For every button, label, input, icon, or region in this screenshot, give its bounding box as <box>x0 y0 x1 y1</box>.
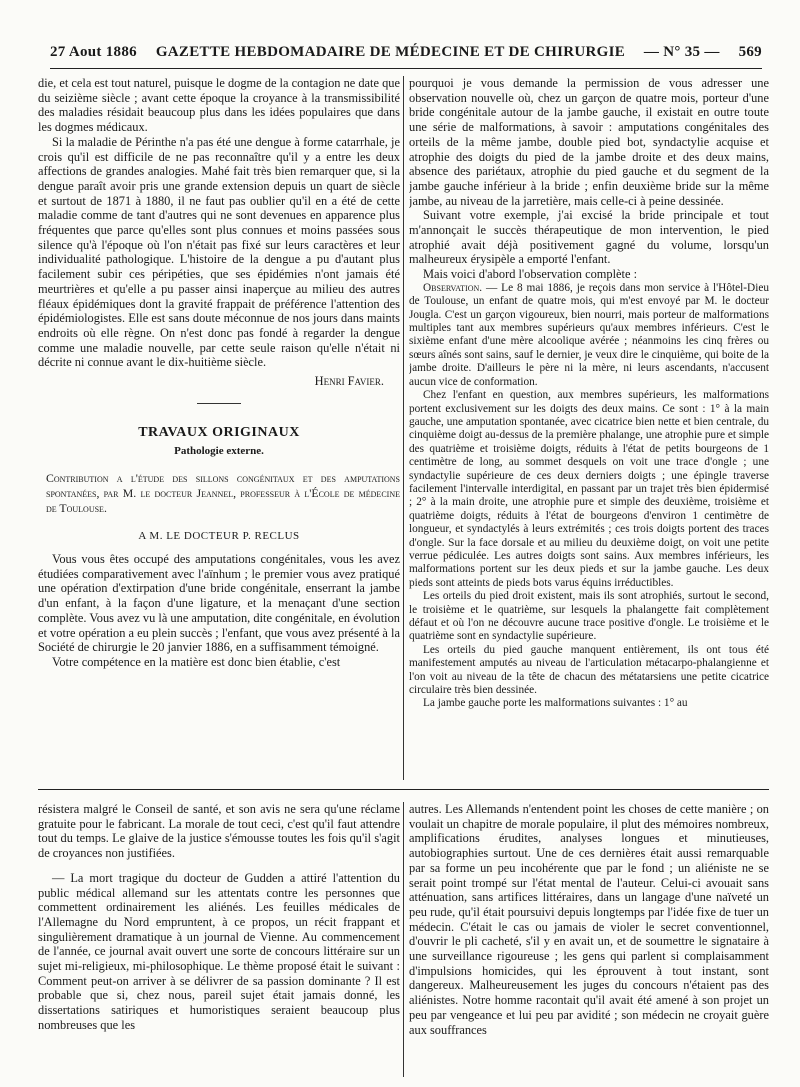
observation-block <box>409 282 769 711</box>
page-section-rule <box>38 789 769 790</box>
paragraph: Si la maladie de Périnthe n'a pas été une dengue à forme catarrhale, je crois qu'il est difficile de ne pas reconnaître qu'il y a entre les deux affections de grandes analogies. Mahé fait très bien remarquer que, si la dengue paraît avoir pris une grande extension depuis un quart de siècle et surtout de 1871 à 1880, il ne faut pas oublier qu'il en a été de cette maladie comme de tant d'autres qui ne sont devenues en apparence plus fréquentes que parce qu'elles sont plus connues et moins passées sous silence qu'à l'époque où l'on n'était pas fixé sur leurs caractères et leur individualité pathologique. L'histoire de la dengue a pu d'autant plus facilement subir ces péripéties, que ses épidémies n'ont jamais été meurtrières et qu'elle a pu passer ainsi inaperçue au milieu des autres fléaux épidémiques dont la gravité frappait de préférence l'attention des épidémiologistes. Elle est sans doute méconnue de nos jours dans maints endroits où elle règne. On n'est donc pas fondé à regarder la dengue comme une maladie nouvelle, par cette seule raison qu'elle n'était ni décrite ni connue avant le dix-huitième siècle. <box>38 134 400 370</box>
section-title: TRAVAUX ORIGINAUX <box>138 424 300 440</box>
column-divider <box>403 76 404 780</box>
article-title: Contribution a l'étude des sillons congénitaux et des amputations spontanées, par M. le docteur Jeannel, professeur à l'École de médecine de Toulouse. <box>46 471 400 515</box>
section-divider <box>197 403 241 404</box>
dedication: A M. LE DOCTEUR P. RECLUS <box>138 530 300 543</box>
observation-text: — Le 8 mai 1886, je reçois dans mon service à l'Hôtel-Dieu de Toulouse, un enfant de quatre mois, qui m'est envoyé par M. le docteur Jougla. C'est un garçon vigoureux, bien nourri, mais porteur de malformations multiples tant aux membres supérieurs qu'aux membres inférieurs. C'est le sixième enfant d'une mère alcoolique avérée ; néanmoins les cinq frères ou sœurs aînés sont sains, sauf le dernier, je veux dire le cinquième, qui boite de la jambe droite. D'ailleurs le père ni la mère, ni leurs ascendants, n'accusent aucun vice de conformation. <box>409 281 769 388</box>
header-rule <box>50 68 762 69</box>
observation-label: Observation. <box>423 281 483 294</box>
column-bottom-left <box>38 802 400 1077</box>
header-page-number: 569 <box>738 44 762 60</box>
paragraph: die, et cela est tout naturel, puisque le dogme de la contagion ne date que du seizième siècle ; avant cette époque la croyance à la transmissibilité des maladies résidait beaucoup plus dans les idées populaires que dans les dogmes médicaux. <box>38 76 400 135</box>
paragraph: Les orteils du pied droit existent, mais ils sont atrophiés, surtout le second, le troisième et le quatrième, sur lesquels la phalangette fait complètement défaut et où l'on ne découvre aucune trace positive d'ongle. Le troisième et le quatrième sont en syndactylie supérieure. <box>409 590 769 643</box>
subsection-title: Pathologie externe. <box>174 445 264 458</box>
paragraph: La jambe gauche porte les malformations suivantes : 1° au <box>423 697 688 710</box>
news-item: — La mort tragique du docteur de Gudden a attiré l'attention du public médical allemand sur les attentats contre les personnes que commettent ordinairement les aliénés. Les feuilles médicales de l'Allemagne du Nord empruntent, à ce propos, un récit frappant et singulièrement dramatique à un journal de Vienne. Au commencement de l'année, ce journal avait ouvert une sorte de concours littéraire sur un sujet mi-religieux, mi-philosophique. Le thème proposé était le suivant : Comment peut-on arriver à se délivrer de sa passion dominante ? Il est probable que si, chez nous, pareil sujet était jamais donné, les dissertations satiriques et humoristiques seraient beaucoup plus nombreuses que les <box>38 870 400 1032</box>
column-top-right <box>409 76 769 780</box>
paragraph: résistera malgré le Conseil de santé, et son avis ne sera qu'une réclame gratuite pour le fabricant. La morale de tout ceci, c'est qu'il faut attendre tout du temps. Le glaive de la justice s'émousse toutes les fois qu'il s'agit de croyances non justifiées. <box>38 802 400 861</box>
header-date: 27 Aout 1886 <box>50 44 137 60</box>
header-journal-title: GAZETTE HEBDOMADAIRE DE MÉDECINE ET DE CHIRURGIE <box>155 44 626 60</box>
column-bottom-right <box>409 802 769 1077</box>
paragraph: autres. Les Allemands n'entendent point les choses de cette manière ; on voulait un chapitre de morale populaire, il plut des mémoires nombreux, amplifications érudites, analyses longues et minutieuses, autobiographies surtout. Une de ces dernières était aussi remarquable par sa forme un peu incohérente que par le fond ; un aliéniste ne se serait point trompé sur l'état mental de l'auteur. Celui-ci avouait sans atténuation, sans artifices littéraires, dans un langage d'une naïveté un peu rude, qu'il était poursuivi depuis longtemps par l'idée fixe de tuer un médecin. C'était le cas ou jamais de violer le secret conventionnel, d'ouvrir le pli cacheté, s'il y en avait un, et de soumettre le signataire à une surveillance rigoureuse ; les gens qui parlent si complaisamment d'impulsions homicides, qui les éprouvent à tout instant, sont dangereux. Malheureusement les juges du concours n'étaient pas des aliénistes. Notre homme racontait qu'il avait été amené à son projet un peu par vengeance et lui peu par avidité ; son médecin ne croyait guère aux souffrances <box>409 802 769 1037</box>
paragraph: Mais voici d'abord l'observation complète : <box>423 267 638 282</box>
author-signature: Henri Favier. <box>314 374 384 389</box>
paragraph: Vous vous êtes occupé des amputations congénitales, vous les avez étudiées comparativement avec l'aïnhum ; le premier vous avez pratiqué une opération d'extirpation d'une bride congénitale, enserrant la jambe d'un enfant, à la façon d'une ligature, et la menaçant d'une section complète. Vous avez vu là une amputation, dite congénitale, en évolution et votre opération a eu plein succès ; l'enfant, que vous avez présenté à la Société de chirurgie le 20 janvier 1886, en a suffisamment témoigné. <box>38 551 400 655</box>
observation-paragraph <box>409 282 769 389</box>
paragraph: Suivant votre exemple, j'ai excisé la bride principale et tout m'annonçait le succès thérapeutique de mon intervention, le pied atrophié avait déjà positivement gagné du volume, lorsqu'un malheureux érysipèle a emporté l'enfant. <box>409 208 769 267</box>
paragraph: pourquoi je vous demande la permission de vous adresser une observation nouvelle où, chez un garçon de quatre mois, porteur d'une bride congénitale autour de la jambe gauche, il existait en outre toute une série de malformations, à savoir : amputations congénitales des orteils de la même jambe, double pied bot, syndactylie acquise et atrophie des doigts du pied de la jambe droite et des deux mains, absence des pariétaux, atrophie du pied gauche et du segment de la jambe gauche inférieur à la bride ; enfin deuxième bride sur la même jambe, au niveau de la jarretière, mais celle-ci à peine dessinée. <box>409 76 769 208</box>
paragraph: Votre compétence en la matière est donc bien établie, c'est <box>52 654 341 669</box>
column-divider <box>403 802 404 1077</box>
column-top-left <box>38 76 400 780</box>
paragraph: Chez l'enfant en question, aux membres supérieurs, les malformations portent exclusivement sur les doigts des deux mains. Ce sont : 1° à la main gauche, une amputation spontanée, avec cicatrice bien nette et bien centrale, du cinquième doigt au-dessus de la première phalange, une atrophie pure et simple des quatrième et troisième doigts, réduits à l'état de petits bourgeons de 1 centimètre de long, au sommet desquels on voit une trace d'ongle ; une syndactylie supérieure de ces deux derniers doigts ; une épingle traverse facilement l'intervalle interdigital, en passant par un trajet très bien épidermisé ; 2° à la main droite, une atrophie pure et simple des deuxième, troisième et quatrième doigts, réduits à l'état de bourgeons d'environ 1 centimètre de longueur, et syndactylés à leurs extrémités ; ces trois doigts portent des traces d'ongle. Sur la face dorsale et au milieu du deuxième doigt, on voit une petite verrue pédiculée. Les autres doigts sont sains. Aux membres inférieurs, les malformations portent sur les deux pieds et sur la jambe gauche. Les deux pieds sont atteints de pieds bots varus équins irréductibles. <box>409 389 769 589</box>
page-header <box>50 44 762 64</box>
paragraph: Les orteils du pied gauche manquent entièrement, ils ont tous été manifestement amputés au niveau de l'articulation métacarpo-phalangienne et l'on voit au niveau de la tête de chacun des métatarsiens une petite cicatrice circulaire très bien dessinée. <box>409 643 769 697</box>
header-issue-number: — N° 35 — <box>643 44 720 60</box>
